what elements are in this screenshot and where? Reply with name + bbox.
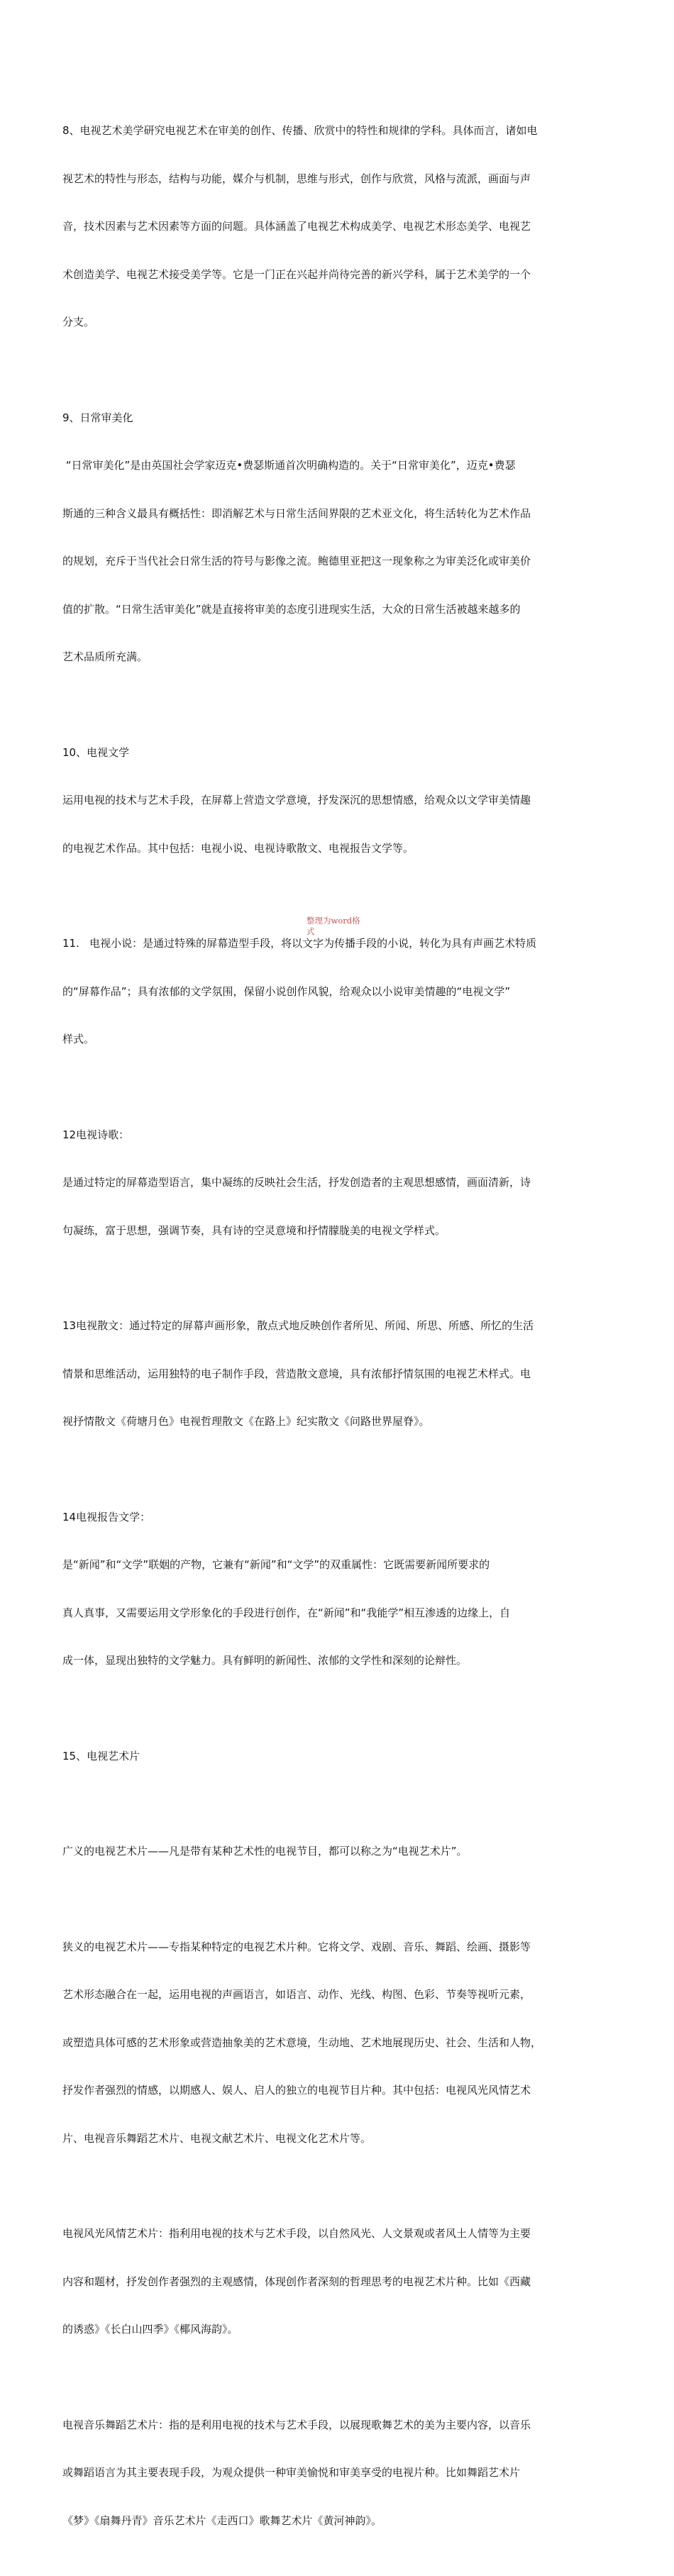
text-line: 视抒情散文《荷塘月色》电视哲理散文《在路上》纪实散文《问路世界屋脊》。 — [62, 1415, 430, 1428]
watermark-text: 式 — [306, 926, 315, 936]
text-line: 句凝练，富于思想，强调节奏，具有诗的空灵意境和抒情朦胧美的电视文学样式。 — [62, 1223, 446, 1237]
section-heading: 12电视诗歌： — [62, 1128, 130, 1141]
text-line: 成一体，显现出独特的文学魅力。具有鲜明的新闻性、浓郁的文学性和深刻的论辩性。 — [62, 1654, 468, 1667]
paragraph-item-15-scenery — [62, 2194, 616, 2370]
text-line: 斯通的三种含义最具有概括性：即消解艺术与日常生活间界限的艺术亚文化，将生活转化为艺术作品 — [62, 506, 531, 520]
text-line: 运用电视的技术与艺术手段，在屏幕上营造文学意境，抒发深沉的思想情感，给观众以文学审美情趣 — [62, 794, 531, 806]
text-line: 或塑造具体可感的艺术形象或营造抽象美的艺术意境，生动地、艺术地展现历史、社会、生活和人物， — [62, 2036, 542, 2049]
text-line: 艺术品质所充满。 — [62, 650, 148, 663]
paragraph-item-13 — [62, 1286, 616, 1462]
text-line: 11. 电视小说：是通过特殊的屏幕造型手段，将以文字为传播手段的小说，转化为具有声画艺术特质 — [62, 937, 537, 950]
text-line: 情景和思维活动，运用独特的电子制作手段，营造散文意境，具有浓郁抒情氛围的电视艺术样式。电 — [62, 1367, 531, 1380]
paragraph-item-15-heading — [62, 1716, 616, 1797]
text-line: 的“屏幕作品”；具有浓郁的文学氛围，保留小说创作风貌，给观众以小说审美情趣的“电视文学” — [62, 984, 511, 998]
watermark-text: 整理为word格 — [306, 916, 360, 926]
text-line: 《梦》《扇舞丹青》音乐艺术片《走西口》歌舞艺术片《黄河神韵》。 — [62, 2514, 382, 2527]
text-line: 视艺术的特性与形态，结构与功能，媒介与机制，思维与形式，创作与欣赏，风格与流派，画面与声 — [62, 172, 531, 185]
text-line: 值的扩散。“日常生活审美化”就是直接将审美的态度引进现实生活，大众的日常生活被越来越多的 — [62, 602, 521, 616]
text-line: “日常审美化”是由英国社会学家迈克•费瑟斯通首次明确构造的。关于“日常审美化”，迈克•费瑟 — [62, 459, 516, 472]
text-line: 狭义的电视艺术片——专指某种特定的电视艺术片种。它将文学、戏剧、音乐、舞蹈、绘画、摄影等 — [62, 1940, 531, 1953]
text-line: 的诱惑》《长白山四季》《椰风海韵》。 — [62, 2323, 238, 2336]
section-heading: 14电视报告文学： — [62, 1510, 151, 1523]
paragraph-item-15-broad — [62, 1811, 616, 1892]
text-line: 是通过特定的屏幕造型语言，集中凝练的反映社会生活，抒发创造者的主观思想感情，画面清新，诗 — [62, 1176, 531, 1189]
text-line: 真人真事，又需要运用文学形象化的手段进行创作，在“新闻”和“我能学”相互渗透的边缘上，自 — [62, 1606, 511, 1619]
text-line: 的电视艺术作品。其中包括：电视小说、电视诗歌散文、电视报告文学等。 — [62, 841, 414, 855]
paragraph-item-10 — [62, 713, 616, 889]
section-heading: 10、电视文学 — [62, 745, 130, 759]
text-line: 13电视散文：通过特定的屏幕声画形象，散点式地反映创作者所见、所闻、所思、所感、所忆的生活 — [62, 1319, 534, 1332]
text-line: 是“新闻”和“文学”联姻的产物，它兼有“新闻”和“文学”的双重属性：它既需要新闻所要求的 — [62, 1558, 490, 1571]
paragraph-item-14 — [62, 1477, 616, 1701]
text-line: 样式。 — [62, 1033, 95, 1045]
text-line: 艺术形态融合在一起，运用电视的声画语言，如语言、动作、光线、构图、色彩、节奏等视听元素， — [62, 1988, 531, 2001]
paragraph-item-9 — [62, 378, 616, 697]
text-line: 分支。 — [62, 316, 95, 328]
paragraph-item-15-music-dance — [62, 2385, 616, 2561]
text-line: 术创造美学、电视艺术接受美学等。它是一门正在兴起并尚待完善的新兴学科，属于艺术美学的一个 — [62, 267, 531, 281]
text-line: 音，技术因素与艺术因素等方面的问题。具体涵盖了电视艺术构成美学、电视艺术形态美学、电视艺 — [62, 220, 531, 233]
text-line: 片、电视音乐舞蹈艺术片、电视文献艺术片、电视文化艺术片等。 — [62, 2131, 372, 2145]
text-line: 或舞蹈语言为其主要表现手段，为观众提供一种审美愉悦和审美享受的电视片种。比如舞蹈艺术片 — [62, 2466, 521, 2479]
text-line: 的规划，充斥于当代社会日常生活的符号与影像之流。鲍德里亚把这一现象称之为审美泛化或审美价 — [62, 555, 531, 567]
text-line: 8、电视艺术美学研究电视艺术在审美的创作、传播、欣赏中的特性和规律的学科。具体而言，诸如电 — [62, 124, 538, 137]
text-line: 电视音乐舞蹈艺术片：指的是利用电视的技术与艺术手段，以展现歌舞艺术的美为主要内容，以音乐 — [62, 2418, 531, 2431]
document-body — [62, 91, 616, 2576]
paragraph-item-12 — [62, 1095, 616, 1271]
text-line: 抒发作者强烈的情感，以期感人、娱人、启人的独立的电视节目片种。其中包括：电视风光风情艺术 — [62, 2084, 531, 2097]
footer-watermark — [306, 916, 370, 937]
text-line: 广义的电视艺术片——凡是带有某种艺术性的电视节目，都可以称之为“电视艺术片”。 — [62, 1845, 468, 1858]
section-heading: 9、日常审美化 — [62, 411, 133, 424]
text-line: 内容和题材，抒发创作者强烈的主观感情，体现创作者深刻的哲理思考的电视艺术片种。比如《西藏 — [62, 2275, 531, 2288]
text-line: 电视风光风情艺术片：指利用电视的技术与艺术手段，以自然风光、人文景观或者风土人情等为主要 — [62, 2227, 531, 2240]
section-heading: 15、电视艺术片 — [62, 1749, 140, 1762]
paragraph-item-8 — [62, 91, 616, 362]
paragraph-item-15-narrow — [62, 1907, 616, 2179]
